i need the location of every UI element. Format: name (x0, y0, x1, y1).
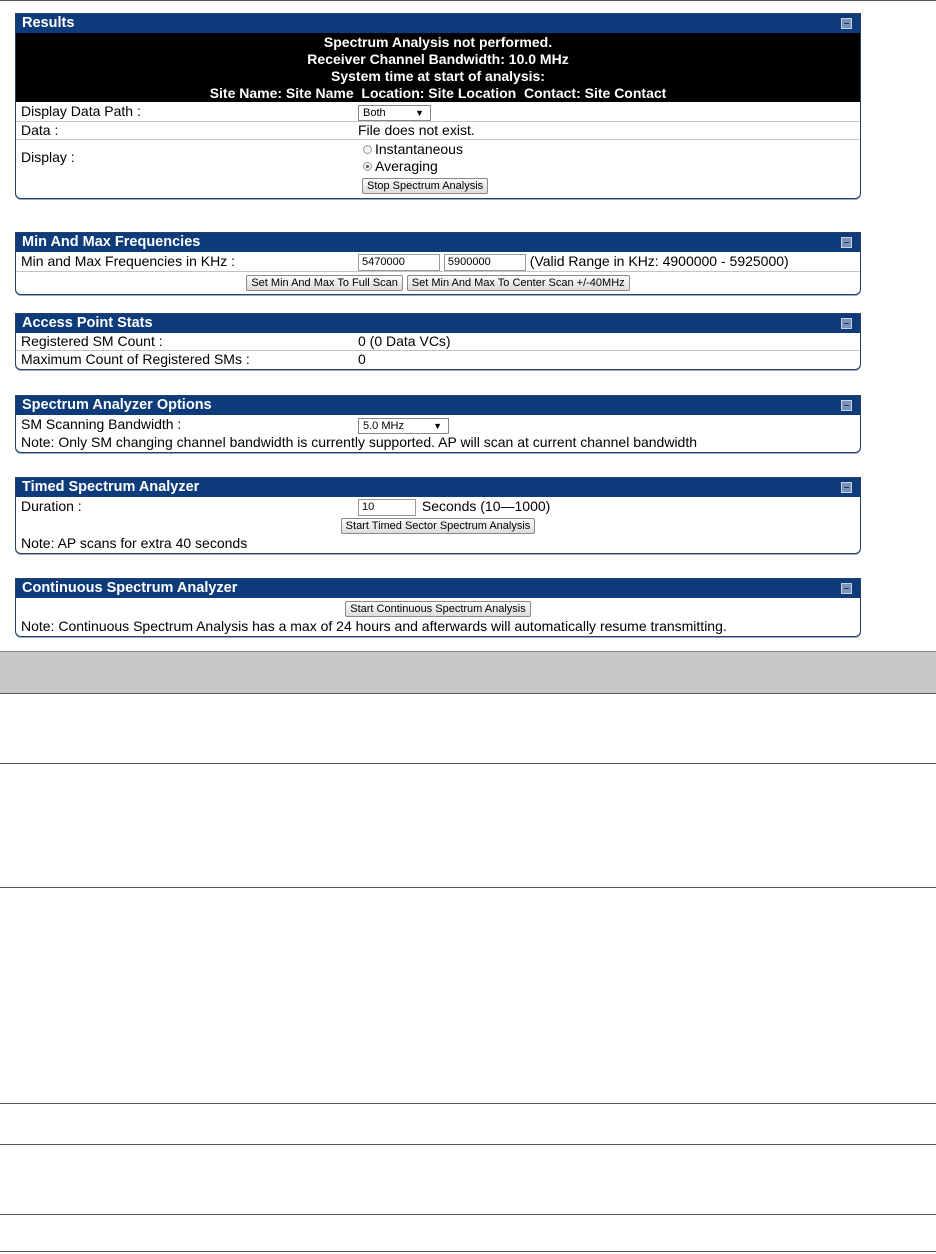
table-row-divider (0, 1144, 936, 1145)
collapse-icon[interactable] (841, 583, 852, 594)
min-max-buttons-row (16, 272, 860, 294)
valid-range-text: (Valid Range in KHz: 4900000 - 5925000) (529, 253, 789, 269)
min-max-row (16, 252, 860, 272)
data-row (16, 122, 860, 140)
dropdown-arrow-icon: ▼ (415, 108, 424, 119)
min-max-frequencies-panel (15, 232, 861, 295)
table-row-divider (0, 1103, 936, 1104)
display-row (16, 140, 860, 198)
stop-spectrum-analysis-button[interactable]: Stop Spectrum Analysis (362, 178, 488, 194)
min-max-panel-header (16, 233, 860, 252)
spectrum-analyzer-options-panel (15, 395, 861, 453)
collapse-icon[interactable] (841, 237, 852, 248)
access-point-stats-panel (15, 313, 861, 370)
duration-row (16, 497, 860, 516)
ap-stats-panel-header (16, 314, 860, 333)
timed-spectrum-analyzer-panel (15, 477, 861, 554)
table-row-divider (0, 1214, 936, 1215)
timed-start-row (16, 516, 860, 535)
table-header (0, 651, 936, 694)
continuous-spectrum-analyzer-panel (15, 578, 861, 637)
continuous-note: Note: Continuous Spectrum Analysis has a max of 24 hours and afterwards will automatically resume transmitting. (21, 618, 727, 634)
results-panel (15, 13, 861, 199)
data-label: Data : (21, 122, 59, 138)
min-frequency-input[interactable]: 5470000 (358, 254, 440, 271)
full-scan-button[interactable]: Set Min And Max To Full Scan (246, 275, 403, 291)
banner-bandwidth-line: Receiver Channel Bandwidth: 10.0 MHz (307, 51, 569, 67)
start-continuous-analysis-button[interactable]: Start Continuous Spectrum Analysis (345, 601, 530, 617)
sm-scanning-bandwidth-label: SM Scanning Bandwidth : (21, 416, 182, 432)
results-panel-header (16, 14, 860, 33)
display-data-path-row (16, 102, 860, 122)
continuous-start-row (16, 598, 860, 618)
display-data-path-label: Display Data Path : (21, 103, 141, 119)
radio-averaging[interactable] (363, 162, 372, 171)
radio-instantaneous-label: Instantaneous (375, 141, 463, 157)
sm-scanning-bandwidth-row (16, 415, 860, 434)
max-registered-row (16, 351, 860, 369)
collapse-icon[interactable] (841, 482, 852, 493)
radio-averaging-label: Averaging (375, 158, 438, 174)
table-row-divider (0, 763, 936, 764)
results-title: Results (22, 15, 75, 31)
max-frequency-input[interactable]: 5900000 (444, 254, 526, 271)
registered-sm-row (16, 333, 860, 351)
duration-hint: Seconds (10—1000) (421, 498, 551, 514)
continuous-panel-header (16, 579, 860, 598)
collapse-icon[interactable] (841, 400, 852, 411)
min-max-label: Min and Max Frequencies in KHz : (21, 253, 235, 269)
sm-scanning-bandwidth-select[interactable] (358, 418, 449, 434)
banner-site-line: Site Name: Site Name Location: Site Location Contact: Site Contact (209, 85, 667, 101)
min-max-title: Min And Max Frequencies (22, 234, 201, 250)
max-registered-label: Maximum Count of Registered SMs : (21, 351, 250, 367)
timed-note: Note: AP scans for extra 40 seconds (21, 535, 248, 551)
collapse-icon[interactable] (841, 18, 852, 29)
timed-title: Timed Spectrum Analyzer (22, 479, 200, 495)
radio-instantaneous[interactable] (363, 145, 372, 154)
sa-options-note: Note: Only SM changing channel bandwidth is currently supported. AP will scan at current channel bandwidth (21, 434, 698, 450)
duration-label: Duration : (21, 498, 82, 514)
top-rule (0, 0, 936, 1)
banner-system-time-line: System time at start of analysis: (331, 68, 545, 84)
sm-scanning-bandwidth-value: 5.0 MHz (363, 420, 404, 433)
max-registered-value: 0 (358, 351, 366, 367)
sa-options-panel-header (16, 396, 860, 415)
start-timed-analysis-button[interactable]: Start Timed Sector Spectrum Analysis (341, 518, 536, 534)
table-row-divider (0, 887, 936, 888)
sa-options-title: Spectrum Analyzer Options (22, 397, 212, 413)
registered-sm-value: 0 (0 Data VCs) (358, 333, 451, 349)
radio-averaging-row[interactable] (363, 158, 488, 177)
registered-sm-label: Registered SM Count : (21, 333, 163, 349)
display-data-path-value: Both (363, 107, 386, 120)
continuous-title: Continuous Spectrum Analyzer (22, 580, 238, 596)
duration-input[interactable]: 10 (358, 499, 416, 516)
collapse-icon[interactable] (841, 318, 852, 329)
data-value: File does not exist. (358, 122, 475, 138)
display-data-path-select[interactable] (358, 105, 431, 121)
center-scan-button[interactable]: Set Min And Max To Center Scan +/-40MHz (407, 275, 630, 291)
display-label: Display : (21, 149, 75, 165)
table-row-divider (0, 1251, 936, 1252)
status-banner (16, 33, 860, 102)
ap-stats-title: Access Point Stats (22, 315, 153, 331)
banner-status-line: Spectrum Analysis not performed. (323, 34, 553, 50)
dropdown-arrow-icon: ▼ (433, 421, 442, 432)
timed-panel-header (16, 478, 860, 497)
radio-instantaneous-row[interactable] (363, 141, 488, 158)
